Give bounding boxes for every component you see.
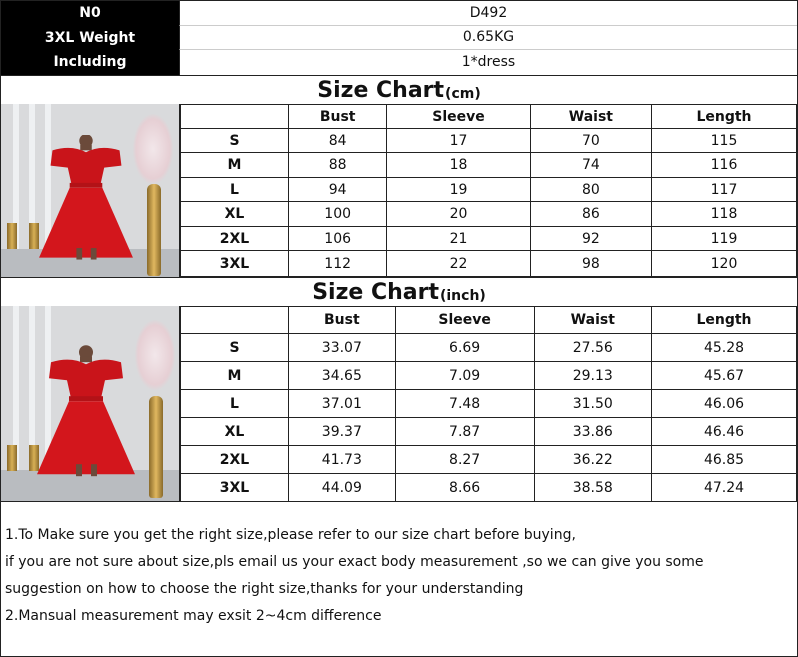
product-info xyxy=(1,1,797,75)
size-chart-inch-title xyxy=(1,277,797,307)
table-cell: 7.87 xyxy=(395,418,534,446)
size-cell: L xyxy=(181,390,289,418)
size-chart-cm-title xyxy=(1,75,797,105)
table-row xyxy=(181,446,797,474)
size-cell: 3XL xyxy=(181,474,289,502)
table-cell: 45.28 xyxy=(652,334,797,362)
table-cell: 33.86 xyxy=(534,418,651,446)
table-cell: 117 xyxy=(652,177,797,201)
table-cell: 8.66 xyxy=(395,474,534,502)
size-chart-title: Size Chart xyxy=(312,279,439,305)
size-cell: M xyxy=(181,153,289,177)
table-cell: 86 xyxy=(530,202,651,226)
header-cell: Length xyxy=(652,307,797,334)
table-cell: 80 xyxy=(530,177,651,201)
table-cell: 45.67 xyxy=(652,362,797,390)
table-row xyxy=(181,390,797,418)
size-chart-unit: (inch) xyxy=(439,288,486,304)
table-cell: 37.01 xyxy=(289,390,396,418)
size-cell: S xyxy=(181,129,289,153)
info-key: N0 xyxy=(1,1,179,26)
size-cell: 2XL xyxy=(181,226,289,250)
table-cell: 39.37 xyxy=(289,418,396,446)
header-cell: Length xyxy=(652,105,797,129)
table-row xyxy=(181,334,797,362)
table-row xyxy=(181,226,797,250)
info-row-number xyxy=(1,1,797,26)
table-cell: 31.50 xyxy=(534,390,651,418)
table-cell: 8.27 xyxy=(395,446,534,474)
size-cell: XL xyxy=(181,202,289,226)
size-cell: 2XL xyxy=(181,446,289,474)
table-cell: 94 xyxy=(289,177,387,201)
size-cell: M xyxy=(181,362,289,390)
table-cell: 7.09 xyxy=(395,362,534,390)
info-key: 3XL Weight xyxy=(1,26,179,51)
header-cell: Waist xyxy=(530,105,651,129)
table-cell: 21 xyxy=(387,226,530,250)
table-cell: 33.07 xyxy=(289,334,396,362)
table-cell: 20 xyxy=(387,202,530,226)
table-cell: 18 xyxy=(387,153,530,177)
table-cell: 106 xyxy=(289,226,387,250)
table-cell: 74 xyxy=(530,153,651,177)
table-header-row xyxy=(181,307,797,334)
table-cell: 29.13 xyxy=(534,362,651,390)
table-cell: 41.73 xyxy=(289,446,396,474)
table-cell: 70 xyxy=(530,129,651,153)
table-cell: 46.85 xyxy=(652,446,797,474)
dress-photo xyxy=(1,104,180,277)
size-cell: L xyxy=(181,177,289,201)
table-cell: 36.22 xyxy=(534,446,651,474)
info-value: D492 xyxy=(179,1,797,26)
table-row xyxy=(181,153,797,177)
header-cell: Waist xyxy=(534,307,651,334)
dress-photo xyxy=(1,306,180,501)
table-cell: 84 xyxy=(289,129,387,153)
note-line: 1.To Make sure you get the right size,please refer to our size chart before buying, xyxy=(5,527,576,543)
header-cell xyxy=(181,307,289,334)
size-block-inch xyxy=(1,306,797,501)
table-cell: 47.24 xyxy=(652,474,797,502)
table-cell: 119 xyxy=(652,226,797,250)
table-cell: 7.48 xyxy=(395,390,534,418)
red-dress-image xyxy=(31,135,141,260)
table-cell: 116 xyxy=(652,153,797,177)
table-cell: 44.09 xyxy=(289,474,396,502)
table-cell: 100 xyxy=(289,202,387,226)
size-chart-title: Size Chart xyxy=(317,77,445,103)
size-table-inch xyxy=(180,306,797,502)
header-cell xyxy=(181,105,289,129)
table-cell: 19 xyxy=(387,177,530,201)
table-cell: 118 xyxy=(652,202,797,226)
header-cell: Bust xyxy=(289,105,387,129)
table-cell: 27.56 xyxy=(534,334,651,362)
header-cell: Bust xyxy=(289,307,396,334)
table-cell: 120 xyxy=(652,251,797,277)
table-row xyxy=(181,362,797,390)
table-cell: 38.58 xyxy=(534,474,651,502)
table-cell: 98 xyxy=(530,251,651,277)
info-value: 1*dress xyxy=(179,50,797,75)
size-cell: 3XL xyxy=(181,251,289,277)
table-row xyxy=(181,474,797,502)
header-cell: Sleeve xyxy=(387,105,530,129)
table-row xyxy=(181,418,797,446)
info-row-weight xyxy=(1,26,797,51)
table-cell: 92 xyxy=(530,226,651,250)
info-value: 0.65KG xyxy=(179,26,797,51)
table-cell: 112 xyxy=(289,251,387,277)
table-row xyxy=(181,251,797,277)
note-line: if you are not sure about size,pls email us your exact body measurement ,so we can give you some xyxy=(5,554,704,570)
table-row xyxy=(181,177,797,201)
table-cell: 34.65 xyxy=(289,362,396,390)
table-row xyxy=(181,129,797,153)
info-key: Including xyxy=(1,50,179,75)
size-table-cm xyxy=(180,104,797,277)
size-chart-unit: (cm) xyxy=(445,86,481,102)
table-row xyxy=(181,202,797,226)
table-cell: 22 xyxy=(387,251,530,277)
table-cell: 46.46 xyxy=(652,418,797,446)
table-header-row xyxy=(181,105,797,129)
note-line: 2.Mansual measurement may exsit 2~4cm difference xyxy=(5,608,382,624)
header-cell: Sleeve xyxy=(395,307,534,334)
size-block-cm xyxy=(1,104,797,277)
red-dress-image xyxy=(31,341,141,481)
table-cell: 6.69 xyxy=(395,334,534,362)
table-cell: 17 xyxy=(387,129,530,153)
size-cell: XL xyxy=(181,418,289,446)
table-cell: 88 xyxy=(289,153,387,177)
info-row-including xyxy=(1,50,797,75)
size-cell: S xyxy=(181,334,289,362)
table-cell: 115 xyxy=(652,129,797,153)
size-notes xyxy=(1,501,797,630)
table-cell: 46.06 xyxy=(652,390,797,418)
note-line: suggestion on how to choose the right size,thanks for your understanding xyxy=(5,581,524,597)
